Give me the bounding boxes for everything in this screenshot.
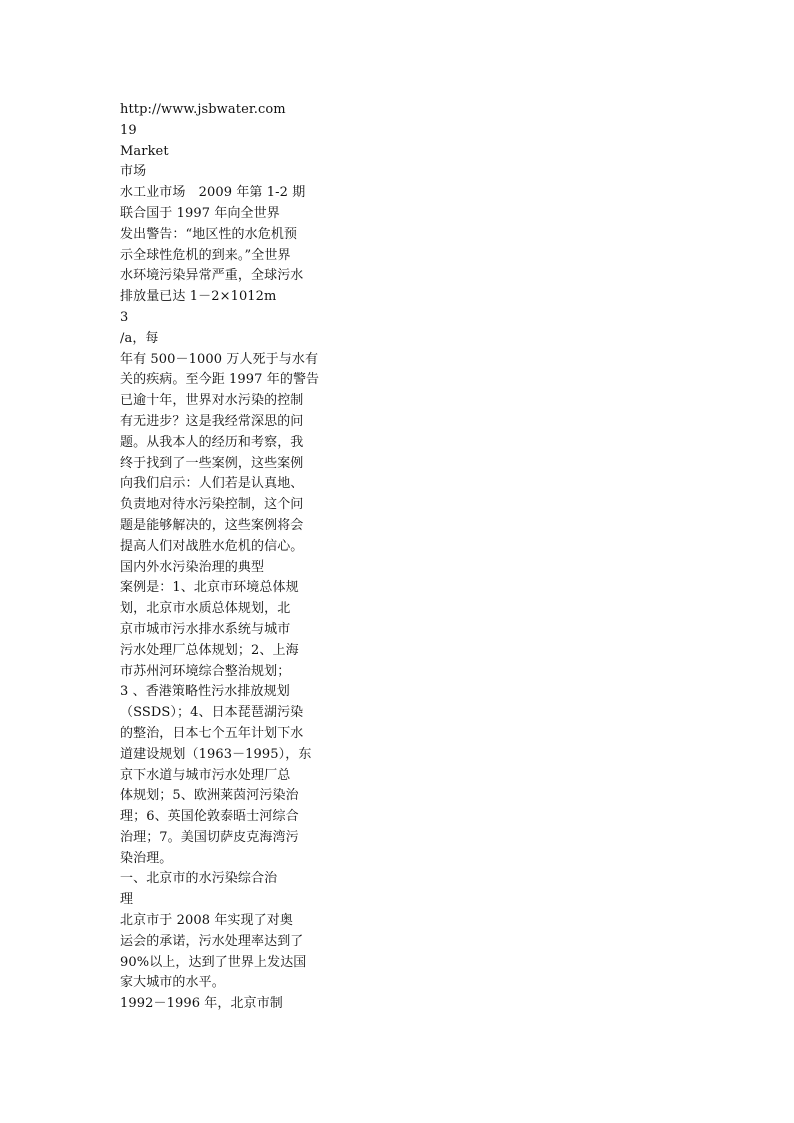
body-text-line: 案例是：1、北京市环境总体规 bbox=[120, 580, 299, 596]
body-text-line: 的整治，日本七个五年计划下水 bbox=[120, 725, 304, 741]
section-label-english: Market bbox=[120, 143, 169, 159]
body-text-line: 题是能够解决的，这些案例将会 bbox=[120, 517, 304, 533]
website-url-line: http://www.jsbwater.com bbox=[120, 102, 286, 117]
body-text-line: 负责地对待水污染控制，这个问 bbox=[120, 497, 304, 513]
body-text-line: 治理；7。美国切萨皮克海湾污 bbox=[120, 829, 299, 845]
section-heading-line: 一、北京市的水污染综合治 bbox=[120, 871, 278, 887]
body-text-line: 关的疾病。至今距 1997 年的警告 bbox=[120, 372, 320, 388]
body-text-line: 道建设规划（1963－1995），东 bbox=[120, 746, 312, 762]
body-text-line: 运会的承诺，污水处理率达到了 bbox=[120, 933, 304, 949]
body-text-line: 已逾十年，世界对水污染的控制 bbox=[120, 393, 304, 409]
body-text-line: 北京市于 2008 年实现了对奥 bbox=[120, 913, 293, 929]
body-text-line: （SSDS）；4、日本琵琶湖污染 bbox=[120, 705, 304, 721]
body-text-line: 题。从我本人的经历和考察，我 bbox=[120, 434, 304, 450]
body-text-line: 向我们启示：人们若是认真地、 bbox=[120, 476, 304, 492]
body-text-line: 水环境污染异常严重，全球污水 bbox=[120, 268, 304, 284]
body-text-line: 有无进步？这是我经常深思的问 bbox=[120, 413, 304, 429]
page-number-line: 19 bbox=[120, 122, 137, 138]
body-text-line: 示全球性危机的到来。”全世界 bbox=[120, 247, 291, 263]
body-text-line: 体规划；5、欧洲莱茵河污染治 bbox=[120, 788, 299, 804]
body-text-line: 染治理。 bbox=[120, 850, 173, 866]
body-text-line: 提高人们对战胜水危机的信心。 bbox=[120, 538, 304, 554]
section-heading-line: 理 bbox=[120, 892, 134, 908]
article-text-column bbox=[120, 100, 340, 1015]
journal-issue-line: 水工业市场 2009 年第 1-2 期 bbox=[120, 185, 306, 201]
body-text-line: 90%以上，达到了世界上发达国 bbox=[120, 954, 307, 970]
section-label-chinese: 市场 bbox=[120, 164, 147, 180]
body-text-line: /a，每 bbox=[120, 330, 159, 346]
body-text-line: 3 bbox=[120, 309, 129, 325]
body-text-line: 污水处理厂总体规划；2、上海 bbox=[120, 642, 299, 658]
body-text-line: 京市城市污水排水系统与城市 bbox=[120, 621, 291, 637]
body-text-line: 划，北京市水质总体规划，北 bbox=[120, 601, 291, 617]
body-text-line: 排放量已达 1－2×1012m bbox=[120, 289, 277, 305]
body-text-line: 发出警告：“地区性的水危机预 bbox=[120, 226, 298, 242]
body-text-line: 1992－1996 年，北京市制 bbox=[120, 996, 283, 1012]
body-text-line: 终于找到了一些案例，这些案例 bbox=[120, 455, 304, 471]
body-text-line: 家大城市的水平。 bbox=[120, 975, 225, 991]
body-text-line: 京下水道与城市污水处理厂总 bbox=[120, 767, 291, 783]
body-text-line: 3 、香港策略性污水排放规划 bbox=[120, 684, 290, 700]
body-text-line: 年有 500－1000 万人死于与水有 bbox=[120, 351, 319, 367]
body-text-line: 市苏州河环境综合整治规划； bbox=[120, 663, 291, 679]
body-text-line: 理；6、英国伦敦泰晤士河综合 bbox=[120, 809, 299, 825]
body-text-line: 联合国于 1997 年向全世界 bbox=[120, 205, 280, 221]
body-text-line: 国内外水污染治理的典型 bbox=[120, 559, 265, 575]
